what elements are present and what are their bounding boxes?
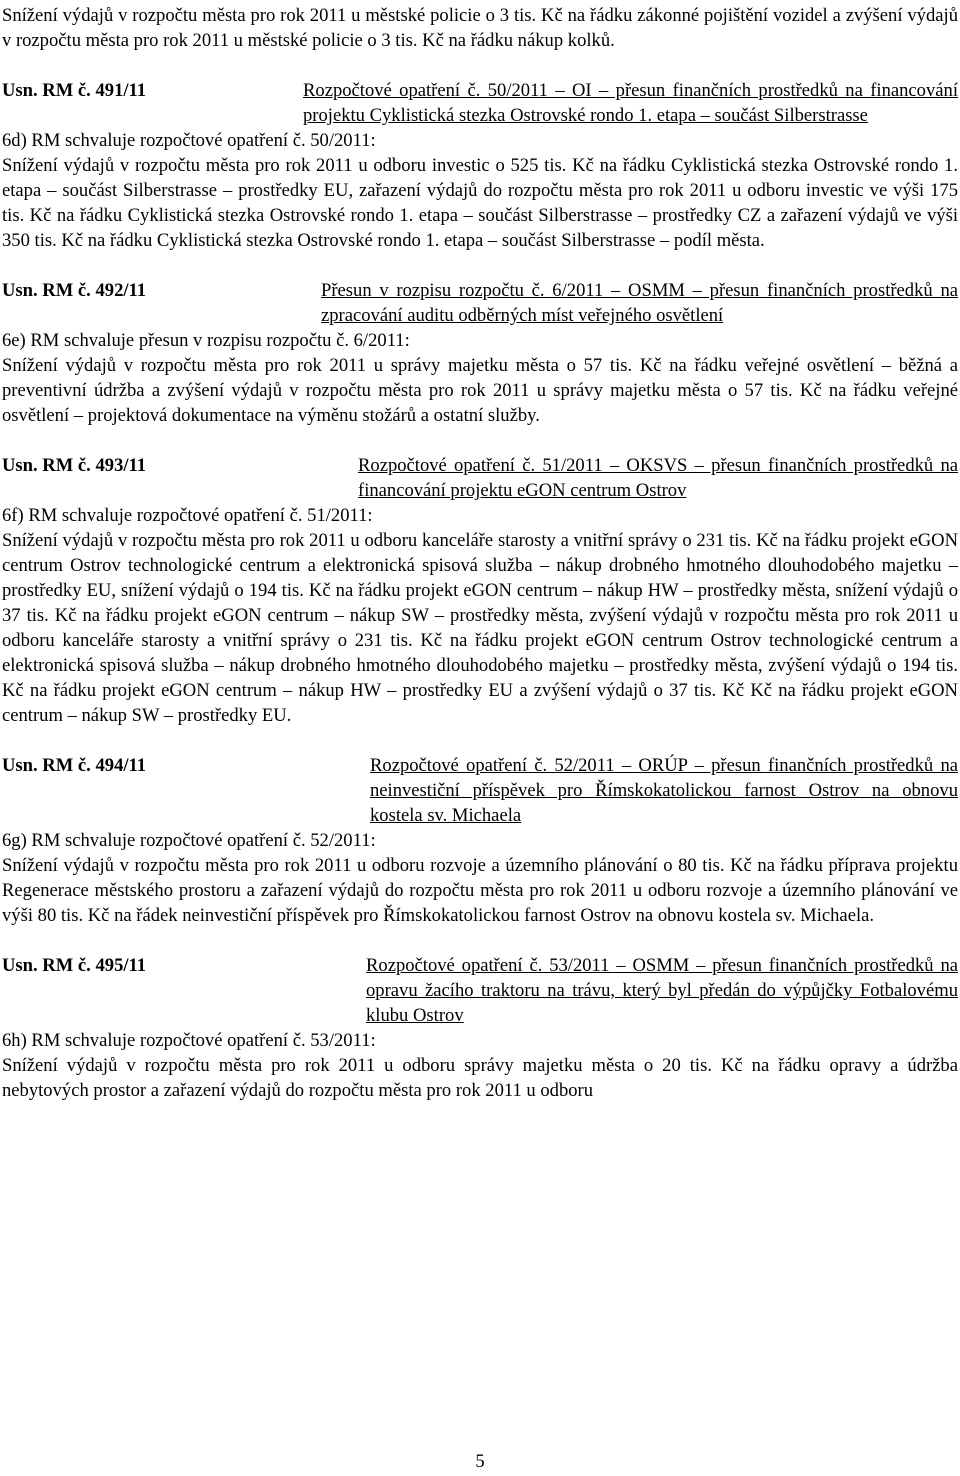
resolution-491 [2, 78, 958, 128]
resolution-approval: 6e) RM schvaluje přesun v rozpisu rozpočtu č. 6/2011: [2, 330, 410, 351]
resolution-approval: 6h) RM schvaluje rozpočtové opatření č. 53/2011: [2, 1030, 376, 1051]
resolution-label: Usn. RM č. 494/11 [2, 755, 147, 776]
resolution-title: Rozpočtové opatření č. 53/2011 – OSMM – přesun finančních prostředků na opravu žacího traktoru na trávu, který byl předán do výpůjčky Fotbalovému klubu Ostrov [366, 955, 958, 1026]
resolution-495 [2, 953, 958, 1028]
resolution-label: Usn. RM č. 491/11 [2, 80, 147, 101]
resolution-body: Snížení výdajů v rozpočtu města pro rok 2011 u odboru investic o 525 tis. Kč na řádku Cyklistická stezka Ostrovské rondo 1. etapa – součást Silberstrasse – prostředky EU, zařazení výdajů do rozpočtu města pro rok 2011 u odboru investic ve výši 175 tis. Kč na řádku Cyklistická stezka Ostrovské rondo 1. etapa – součást Silberstrasse – prostředky CZ a zařazení výdajů ve výši 350 tis. Kč na řádku Cyklistická stezka Ostrovské rondo 1. etapa – součást Silberstrasse – podíl města. [2, 155, 958, 251]
resolution-approval: 6d) RM schvaluje rozpočtové opatření č. 50/2011: [2, 130, 376, 151]
document-page [2, 0, 958, 1103]
resolution-494 [2, 753, 958, 828]
resolution-body: Snížení výdajů v rozpočtu města pro rok 2011 u odboru kanceláře starosty a vnitřní správy o 231 tis. Kč na řádku projekt eGON centrum Ostrov technologické centrum a elektronická spisová služba – nákup drobného hmotného dlouhodobého majetku – prostředky EU, snížení výdajů o 194 tis. Kč na řádku projekt eGON centrum – nákup HW – prostředky města, snížení výdajů o 37 tis. Kč na řádku projekt eGON centrum – nákup SW – prostředky města, zvýšení výdajů v rozpočtu města pro rok 2011 u odboru kanceláře starosty a vnitřní správy o 231 tis. Kč na řádku projekt eGON centrum Ostrov technologické centrum a elektronická spisová služba – nákup drobného hmotného dlouhodobého majetku – prostředky města, zvýšení výdajů o 194 tis. Kč na řádku projekt eGON centrum – nákup HW – prostředky EU a zvýšení výdajů o 37 tis. Kč Kč na řádku projekt eGON centrum – nákup SW – prostředky EU. [2, 530, 958, 726]
resolution-body: Snížení výdajů v rozpočtu města pro rok 2011 u odboru správy majetku města o 20 tis. Kč na řádku opravy a údržba nebytových prostor a zařazení výdajů do rozpočtu města pro rok 2011 u odboru [2, 1055, 958, 1101]
resolution-title: Rozpočtové opatření č. 50/2011 – OI – přesun finančních prostředků na financování projektu Cyklistická stezka Ostrovské rondo 1. etapa – součást Silberstrasse [303, 80, 958, 126]
resolution-approval: 6f) RM schvaluje rozpočtové opatření č. 51/2011: [2, 505, 373, 526]
resolution-title: Přesun v rozpisu rozpočtu č. 6/2011 – OSMM – přesun finančních prostředků na zpracování auditu odběrných míst veřejného osvětlení [321, 280, 958, 326]
resolution-label: Usn. RM č. 495/11 [2, 955, 147, 976]
resolution-493 [2, 453, 958, 503]
resolution-492 [2, 278, 958, 328]
resolution-title: Rozpočtové opatření č. 51/2011 – OKSVS – přesun finančních prostředků na financování projektu eGON centrum Ostrov [358, 455, 958, 501]
resolution-title: Rozpočtové opatření č. 52/2011 – ORÚP – přesun finančních prostředků na neinvestiční příspěvek pro Římskokatolickou farnost Ostrov na obnovu kostela sv. Michaela [370, 755, 958, 826]
resolution-label: Usn. RM č. 492/11 [2, 280, 147, 301]
page-number: 5 [475, 1451, 485, 1472]
resolution-body: Snížení výdajů v rozpočtu města pro rok 2011 u odboru rozvoje a územního plánování o 80 tis. Kč na řádku příprava projektu Regenerace městského prostoru a zařazení výdajů do rozpočtu města pro rok 2011 u odboru rozvoje a územního plánování ve výši 80 tis. Kč na řádek neinvestiční příspěvek pro Římskokatolickou farnost Ostrov na obnovu kostela sv. Michaela. [2, 855, 958, 926]
resolution-label: Usn. RM č. 493/11 [2, 455, 147, 476]
intro-paragraph: Snížení výdajů v rozpočtu města pro rok 2011 u městské policie o 3 tis. Kč na řádku zákonné pojištění vozidel a zvýšení výdajů v rozpočtu města pro rok 2011 u městské policie o 3 tis. Kč na řádku nákup kolků. [2, 5, 958, 51]
resolution-body: Snížení výdajů v rozpočtu města pro rok 2011 u správy majetku města o 57 tis. Kč na řádku veřejné osvětlení – běžná a preventivní údržba a zvýšení výdajů v rozpočtu města pro rok 2011 u správy majetku města o 57 tis. Kč na řádku veřejné osvětlení – projektová dokumentace na výměnu stožárů a ostatní služby. [2, 355, 958, 426]
resolution-approval: 6g) RM schvaluje rozpočtové opatření č. 52/2011: [2, 830, 376, 851]
